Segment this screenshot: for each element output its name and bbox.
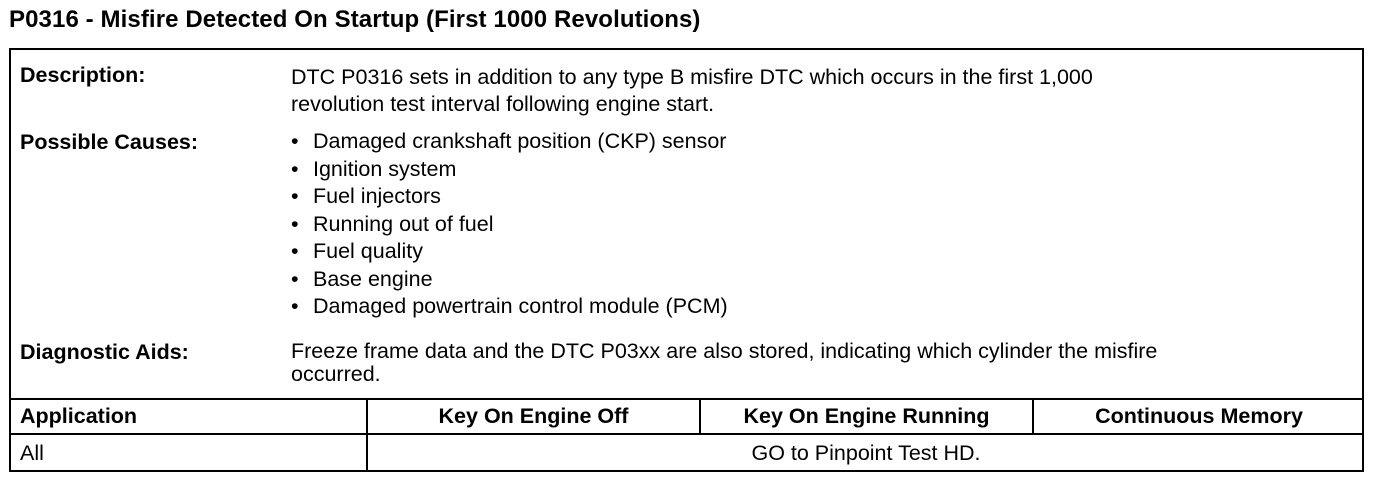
diagnostic-aids-line: occurred. [291,362,381,386]
page-title: P0316 - Misfire Detected On Startup (First 1000 Revolutions) [9,6,701,33]
dtc-info-box [9,48,1364,472]
list-item: • Fuel injectors [289,183,728,211]
diagnostic-aids-text [291,338,1157,388]
list-item: • Damaged powertrain control module (PCM) [289,293,728,321]
table-divider [11,433,1362,435]
list-item: • Running out of fuel [289,211,728,239]
description-line: revolution test interval following engine start. [291,92,715,116]
table-header-key-on-engine-running: Key On Engine Running [743,404,990,428]
description-line: DTC P0316 sets in addition to any type B misfire DTC which occurs in the first 1,000 [291,65,1093,89]
description-text [291,64,1093,118]
description-label: Description: [20,63,146,87]
table-header-application: Application [20,404,138,428]
diagnostic-aids-label: Diagnostic Aids: [20,340,189,364]
possible-causes-label: Possible Causes: [20,130,199,154]
application-table [11,398,1362,472]
list-item: • Fuel quality [289,238,728,266]
list-item: • Ignition system [289,156,728,184]
table-cell-action: GO to Pinpoint Test HD. [751,441,981,465]
list-item: • Base engine [289,266,728,294]
table-header-continuous-memory: Continuous Memory [1095,404,1303,428]
table-cell-application: All [20,441,44,465]
table-header-key-on-engine-off: Key On Engine Off [438,404,629,428]
possible-causes-list [289,128,728,321]
diagnostic-aids-line: Freeze frame data and the DTC P03xx are also stored, indicating which cylinder the misfire [291,339,1158,363]
list-item: • Damaged crankshaft position (CKP) sensor [289,128,728,156]
